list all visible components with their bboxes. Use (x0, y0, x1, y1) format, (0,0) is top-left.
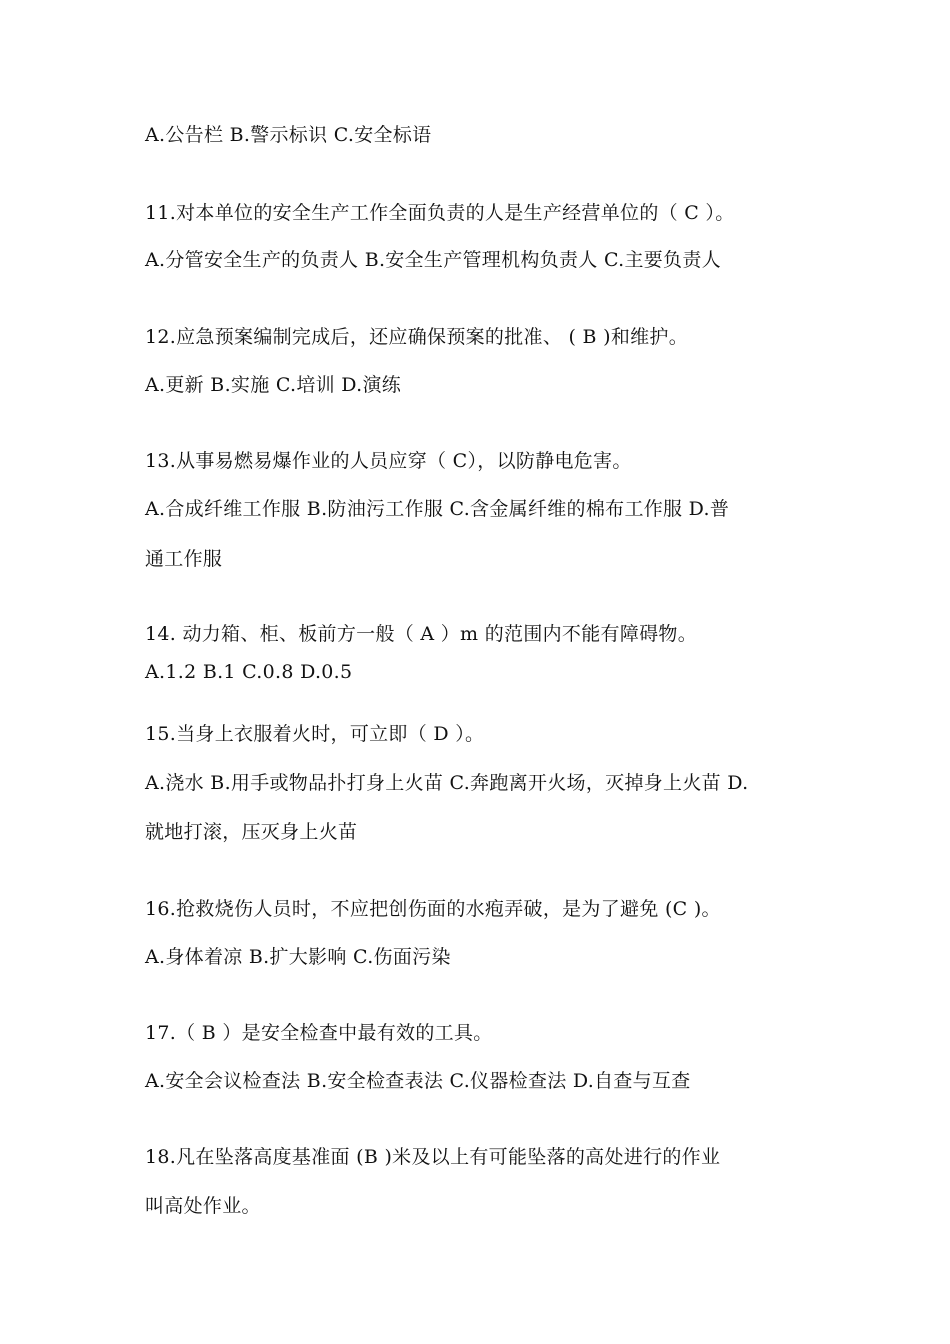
answer-options-q10: A.公告栏 B.警示标识 C.安全标语 (145, 124, 432, 146)
answer-options-q15: A.浇水 B.用手或物品扑打身上火苗 C.奔跑离开火场，灭掉身上火苗 D. (145, 772, 749, 794)
answer-options-q16: A.身体着凉 B.扩大影响 C.伤面污染 (145, 946, 451, 968)
answer-options-q14: A.1.2 B.1 C.0.8 D.0.5 (145, 661, 353, 683)
answer-options-q11: A.分管安全生产的负责人 B.安全生产管理机构负责人 C.主要负责人 (145, 249, 721, 271)
answer-options-q12: A.更新 B.实施 C.培训 D.演练 (145, 374, 402, 396)
question-11: 11.对本单位的安全生产工作全面负责的人是生产经营单位的（ C ）。 (145, 202, 735, 224)
question-13: 13.从事易燃易爆作业的人员应穿（ C），以防静电危害。 (145, 450, 632, 472)
question-12: 12.应急预案编制完成后，还应确保预案的批准、 ( B )和维护。 (145, 326, 689, 348)
answer-options-q13: A.合成纤维工作服 B.防油污工作服 C.含金属纤维的棉布工作服 D.普 (145, 498, 730, 520)
question-18: 18.凡在坠落高度基准面 (B )米及以上有可能坠落的高处进行的作业 (145, 1146, 721, 1168)
answer-options-q15-continued: 就地打滚，压灭身上火苗 (145, 821, 358, 843)
answer-options-q13-continued: 通工作服 (145, 548, 223, 570)
question-14: 14. 动力箱、柜、板前方一般（ A ）m 的范围内不能有障碍物。 (145, 623, 698, 645)
question-15: 15.当身上衣服着火时，可立即（ D ）。 (145, 723, 485, 745)
answer-options-q17: A.安全会议检查法 B.安全检查表法 C.仪器检查法 D.自查与互查 (145, 1070, 691, 1092)
question-18-continued: 叫高处作业。 (145, 1195, 261, 1217)
question-16: 16.抢救烧伤人员时，不应把创伤面的水疱弄破，是为了避免 (C )。 (145, 898, 721, 920)
question-17: 17.（ B ）是安全检查中最有效的工具。 (145, 1022, 493, 1044)
